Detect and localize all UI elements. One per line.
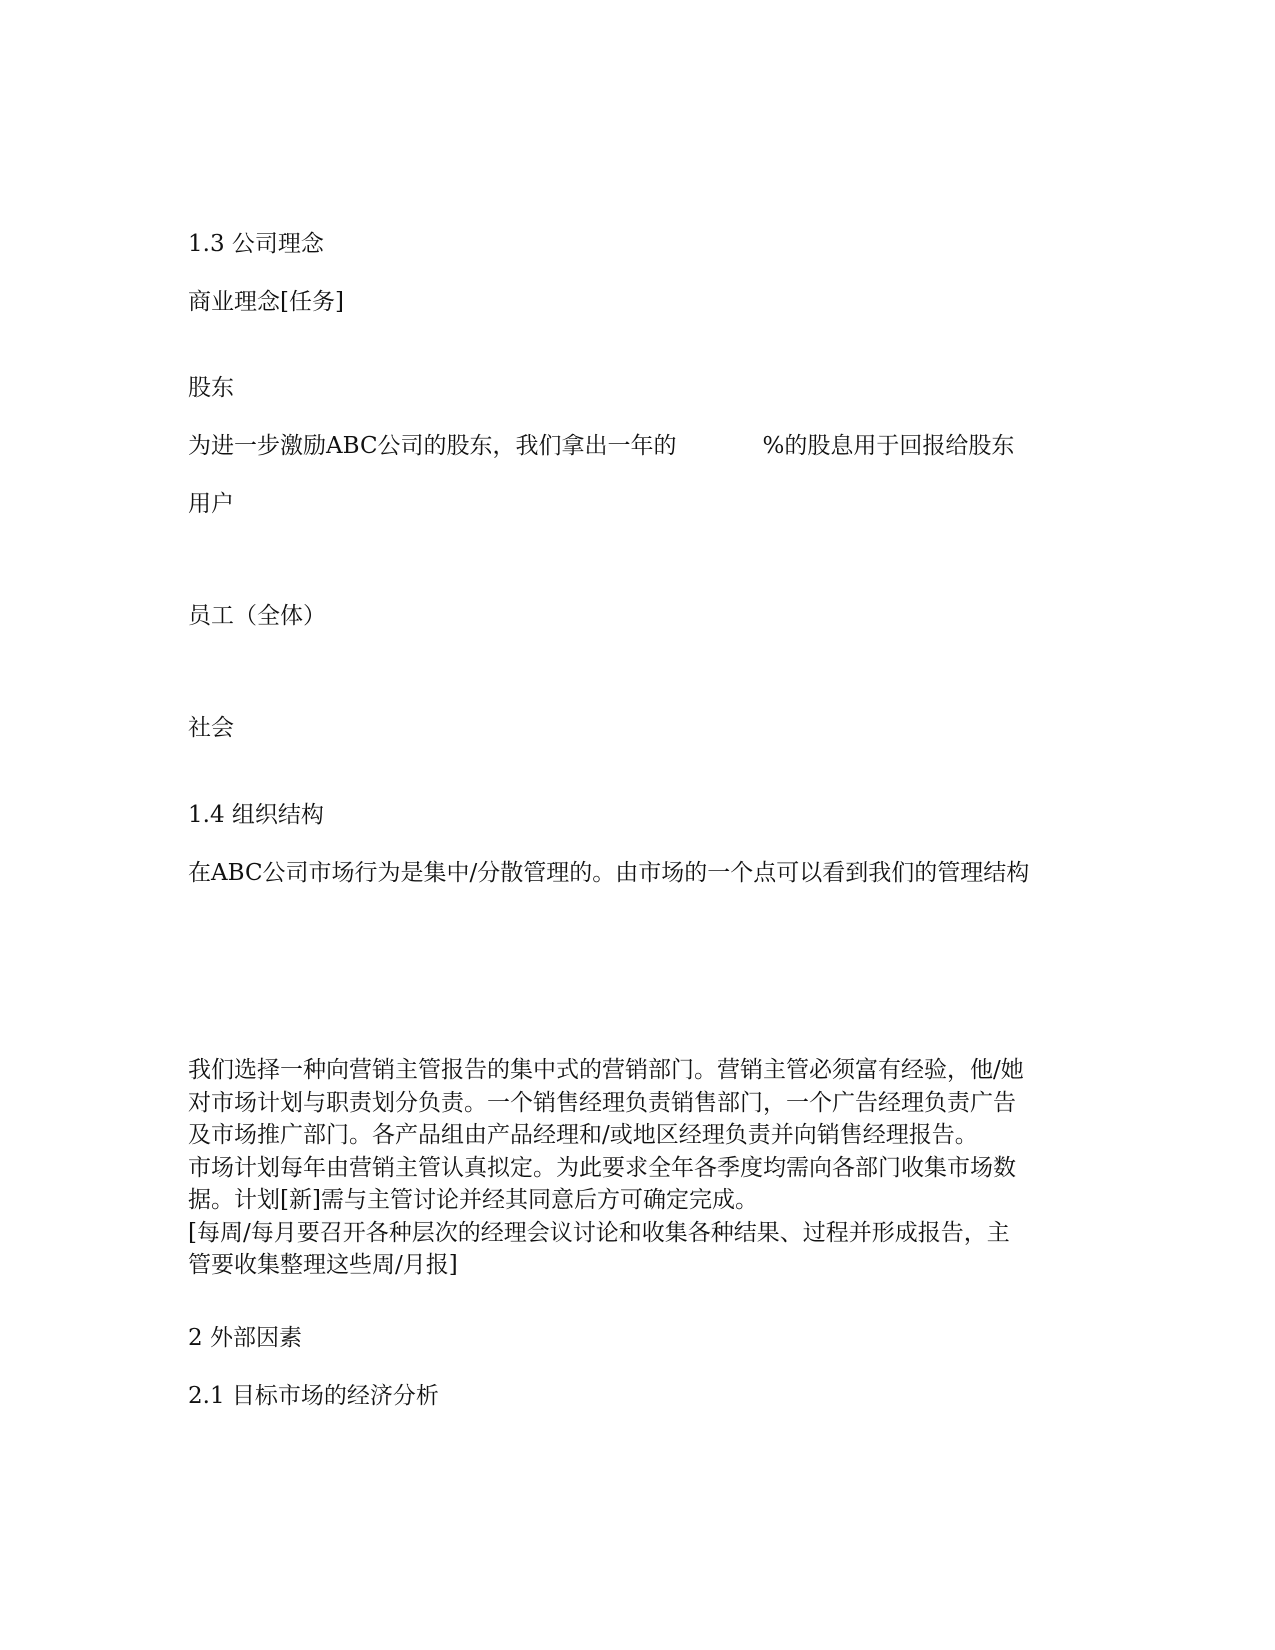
section-heading-1-4: 1.4 组织结构: [188, 802, 324, 828]
paragraph-line: 对市场计划与职责划分负责。一个销售经理负责销售部门，一个广告经理负责广告: [188, 1089, 1016, 1116]
shareholders-text-end: %的股息用于回报给股东: [762, 433, 1015, 459]
paragraph-line: 我们选择一种向营销主管报告的集中式的营销部门。营销主管必须富有经验，他/她: [188, 1057, 1024, 1083]
shareholders-text-start: 为进一步激励ABC公司的股东，我们拿出一年的: [188, 433, 677, 459]
paragraph-line: 市场计划每年由营销主管认真拟定。为此要求全年各季度均需向各部门收集市场数: [188, 1154, 1016, 1181]
paragraph-line: 及市场推广部门。各产品组由产品经理和/或地区经理负责并向销售经理报告。: [188, 1122, 978, 1148]
paragraph-line: [每周/每月要召开各种层次的经理会议讨论和收集各种结果、过程并形成报告，主: [188, 1219, 1010, 1246]
section-heading-1-3: 1.3 公司理念: [188, 231, 324, 257]
employees-label: 员工（全体）: [188, 603, 326, 629]
shareholders-text: [188, 431, 1014, 461]
section-heading-2-1: 2.1 目标市场的经济分析: [188, 1383, 439, 1409]
users-label: 用户: [188, 491, 234, 517]
org-structure-text: 在ABC公司市场行为是集中/分散管理的。由市场的一个点可以看到我们的管理结构: [188, 860, 1030, 886]
society-label: 社会: [188, 715, 234, 741]
paragraph-line: 据。计划[新]需与主管讨论并经其同意后方可确定完成。: [188, 1187, 758, 1213]
section-heading-2: 2 外部因素: [188, 1325, 302, 1351]
shareholders-label: 股东: [188, 375, 234, 401]
marketing-paragraph: [188, 1054, 1088, 1282]
business-philosophy-label: 商业理念[任务]: [188, 289, 344, 315]
paragraph-line: 管要收集整理这些周/月报]: [188, 1252, 458, 1278]
